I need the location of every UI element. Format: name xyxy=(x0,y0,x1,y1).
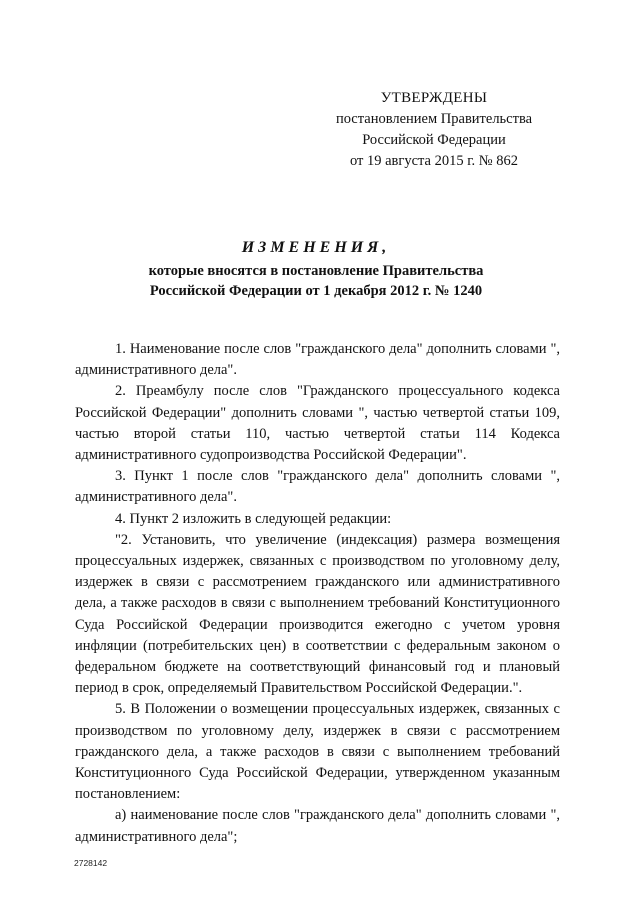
paragraph-5: 5. В Положении о возмещении процессуальных издержек, связанных с производством по уголовному делу, издержек в связи с рассмотрением гражданского дела, а также расходов в связи с выполнением требований Конституционного Суда Российской Федерации, утвержденном указанным постановлением: xyxy=(75,701,560,803)
document-body xyxy=(75,339,560,848)
paragraph-4: 4. Пункт 2 изложить в следующей редакции: xyxy=(115,510,392,527)
document-subtitle-line-1: которые вносятся в постановление Правительства xyxy=(148,263,484,279)
document-title: ИЗМЕНЕНИЯ, xyxy=(241,239,391,256)
document-subtitle-line-2: Российской Федерации от 1 декабря 2012 г. № 1240 xyxy=(149,283,483,299)
paragraph-3: 3. Пункт 1 после слов "гражданского дела" дополнить словами ", административного дела". xyxy=(75,468,560,506)
paragraph-1: 1. Наименование после слов "гражданского дела" дополнить словами ", административного дела". xyxy=(75,341,560,379)
approval-line-4: от 19 августа 2015 г. № 862 xyxy=(349,153,519,169)
approval-title: УТВЕРЖДЕНЫ xyxy=(380,90,488,106)
approval-line-3: Российской Федерации xyxy=(362,132,506,148)
approval-stamp xyxy=(330,88,538,172)
document-code: 2728142 xyxy=(74,858,108,868)
paragraph-4-quote: "2. Установить, что увеличение (индексация) размера возмещения процессуальных издержек, связанных с производством по уголовному делу, издержек в связи с рассмотрением гражданского или административного дела, а также расходов в связи с выполнением требований Конституционного Суда Российской Федерации производится ежегодно с учетом уровня инфляции (потребительских цен) в соответствии с федеральным законом о федеральном бюджете на соответствующий финансовый год и плановый период в срок, определяемый Правительством Российской Федерации.". xyxy=(75,531,560,697)
approval-line-2: постановлением Правительства xyxy=(335,111,533,127)
document-heading xyxy=(72,237,560,301)
paragraph-5a: а) наименование после слов "гражданского дела" дополнить словами ", административного дела"; xyxy=(75,807,560,845)
paragraph-2: 2. Преамбулу после слов "Гражданского процессуального кодекса Российской Федерации" дополнить словами ", частью четвертой статьи 109, частью второй статьи 110, частью четвертой статьи 114 Кодекса административного судопроизводства Российской Федерации". xyxy=(75,383,560,464)
